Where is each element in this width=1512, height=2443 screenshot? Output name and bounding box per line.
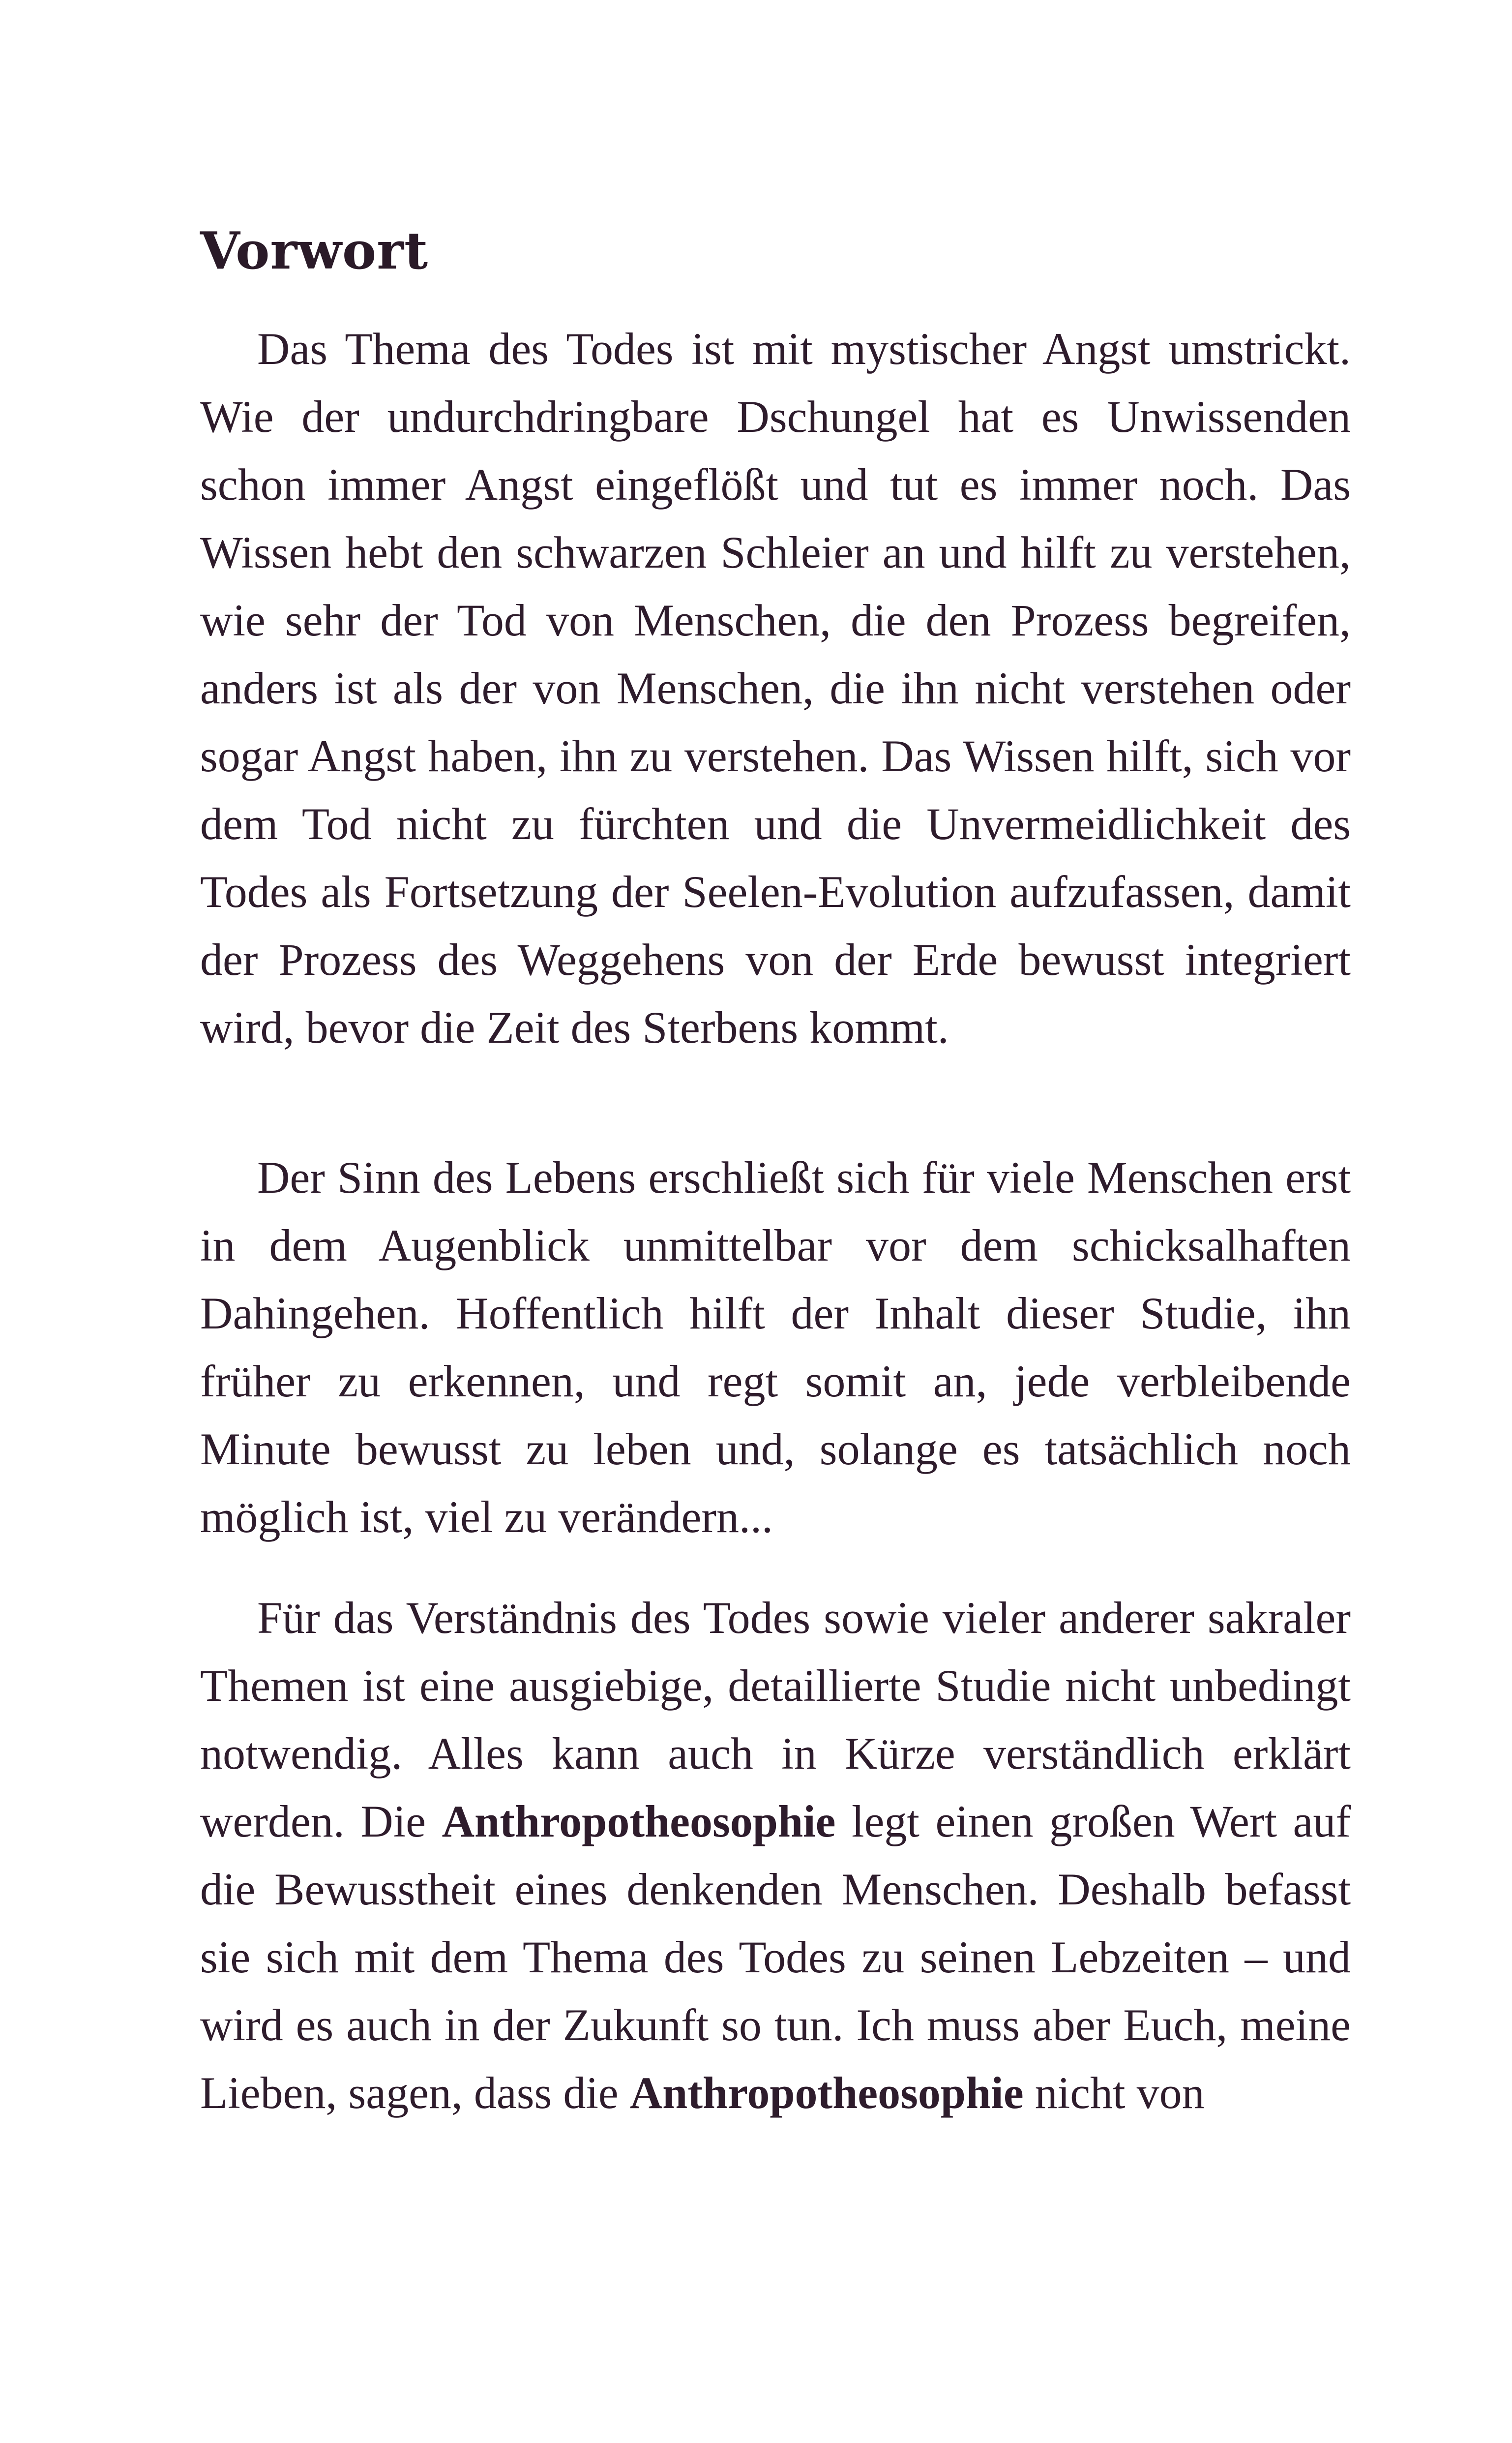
paragraph-3-container xyxy=(200,1584,1351,2127)
emphasis-term-anthropotheosophie: Anthropotheosophie xyxy=(442,1796,836,1846)
paragraph-3 xyxy=(200,1584,1351,2127)
emphasis-term-anthropotheosophie: Anthropotheosophie xyxy=(629,2068,1024,2118)
paragraph-3-segment-2: legt einen großen Wert auf die Bewusstheit eines denkenden Menschen. Deshalb befasst sie sich mit dem Thema des Todes zu seinen Lebzeiten – und wird es auch in der Zukunft so tun. Ich muss aber Euch, meine Lieben, sagen, dass die xyxy=(200,1796,1351,2118)
paragraph-2: Der Sinn des Lebens erschließt sich für viele Menschen erst in dem Augenblick unmittelbar vor dem schicksalhaften Dahingehen. Hoffentlich hilft der Inhalt dieser Studie, ihn früher zu erkennen, und regt somit an, jede verbleibende Minute bewusst zu leben und, solange es tatsächlich noch möglich ist, viel zu verändern... xyxy=(200,1152,1351,1542)
paragraph-3-segment-3: nicht von xyxy=(1023,2068,1205,2118)
paragraph-3-segment-1: Für das Verständnis des Todes sowie vieler anderer sakraler Themen ist eine ausgiebige, detaillierte Studie nicht unbedingt notwendig. Alles kann auch in Kürze verständlich erklärt werden. Die xyxy=(200,1593,1351,1846)
chapter-heading: Vorwort xyxy=(200,220,429,281)
paragraph-2-container xyxy=(200,1144,1351,1551)
paragraph-1-container xyxy=(200,315,1351,1061)
paragraph-1: Das Thema des Todes ist mit mystischer Angst umstrickt. Wie der undurchdringbare Dschungel hat es Unwissenden schon immer Angst eingeflößt und tut es immer noch. Das Wissen hebt den schwarzen Schleier an und hilft zu verstehen, wie sehr der Tod von Menschen, die den Prozess begreifen, anders ist als der von Menschen, die ihn nicht verstehen oder sogar Angst haben, ihn zu verstehen. Das Wissen hilft, sich vor dem Tod nicht zu fürchten und die Unvermeidlichkeit des Todes als Fortsetzung der Seelen-Evolution aufzufassen, damit der Prozess des Weggehens von der Erde bewusst integriert wird, bevor die Zeit des Sterbens kommt. xyxy=(200,324,1351,1053)
